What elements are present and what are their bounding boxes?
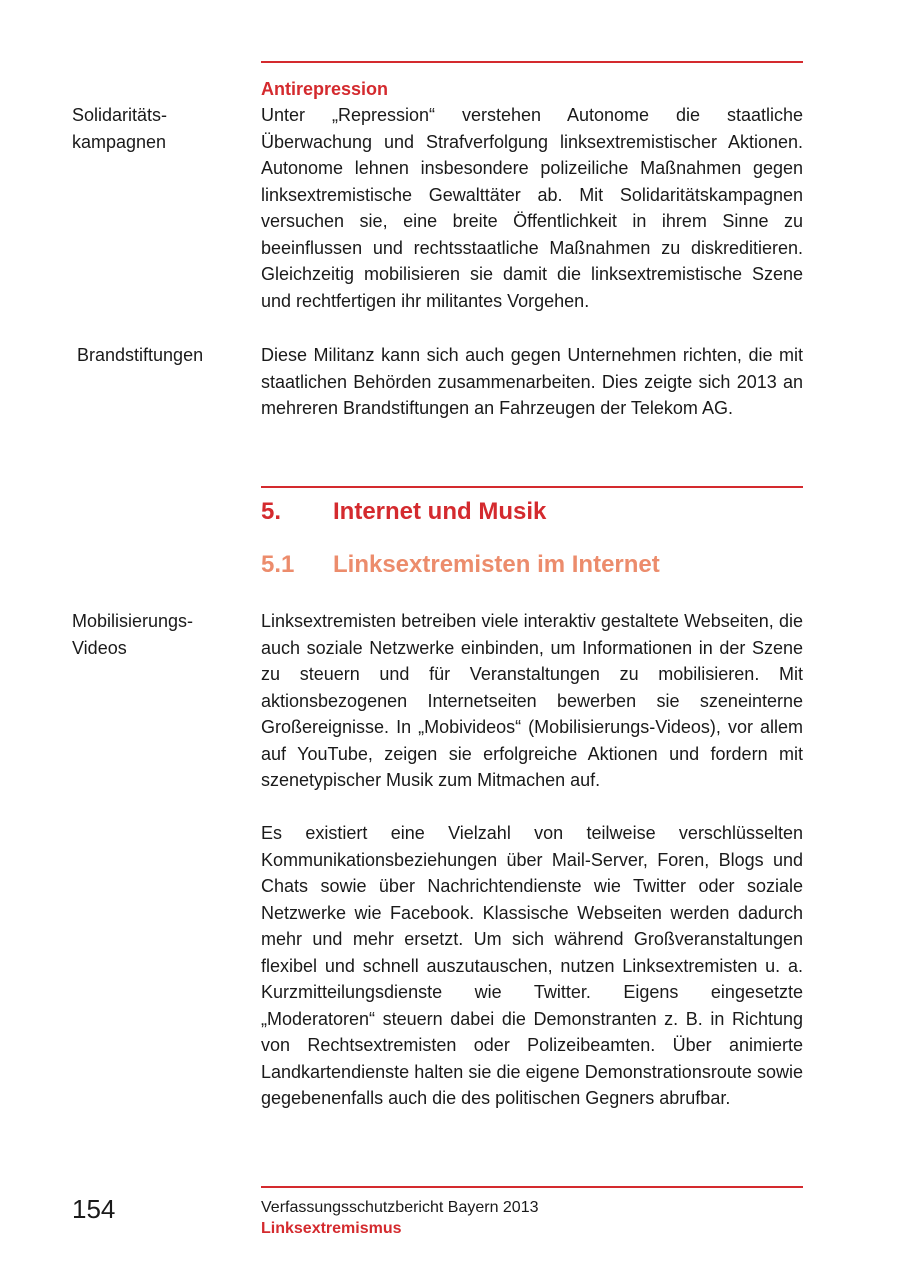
footer-section: Linksextremismus [261, 1220, 402, 1237]
margin-note-mobilisierungs-videos [72, 608, 242, 661]
paragraph-mobilisierung: Linksextremisten betreiben viele interaktiv gestaltete Webseiten, die auch soziale Netzwerke einbinden, um Informationen in der Szene zu steuern und für Veranstaltungen zu mobilisieren. Mit aktionsbezogenen Internetseiten bewerben sie szeneinterne Großereignisse. In „Mobivideos“ (Mobilisierungs-Videos), vor allem auf YouTube, zeigen sie erfolgreiche Aktionen und fordern mit szenetypischer Musik zum Mitmachen auf. [261, 611, 803, 790]
margin-note-line: kampagnen [72, 131, 167, 152]
chapter-title: Internet und Musik [333, 498, 547, 525]
margin-note-solidaritaetskampagnen [72, 102, 242, 155]
margin-note-line: Videos [72, 637, 127, 658]
paragraph-antirepression: Unter „Repression“ verstehen Autonome die staatliche Überwachung und Strafverfolgung linksextremistischer Aktionen. Autonome lehnen insbesondere polizeiliche Maßnahmen gegen linksextremistische Gewalttäter ab. Mit Solidaritätskampagnen versuchen sie, eine breite Öffentlichkeit in ihrem Sinne zu beeinflussen und rechtsstaatliche Maßnahmen zu diskreditieren. Gleichzeitig mobilisieren sie damit die linksextremistische Szene und rechtfertigen ihr militantes Vorgehen. [261, 105, 803, 311]
page-number: 154 [72, 1194, 116, 1224]
section-heading-antirepression: Antirepression [261, 79, 389, 99]
subchapter-number: 5.1 [261, 551, 295, 578]
margin-note-brandstiftungen: Brandstiftungen [77, 345, 204, 365]
paragraph-kommunikation: Es existiert eine Vielzahl von teilweise verschlüsselten Kommunikationsbeziehungen über Mail-Server, Foren, Blogs und Chats sowie über Nachrichtendienste wie Twitter oder soziale Netzwerke wie Facebook. Klassische Webseiten werden dadurch mehr und mehr ersetzt. Um sich während Großveranstaltungen flexibel und schnell auszutauschen, nutzen Linksextremisten u. a. Kurzmitteilungsdienste wie Twitter. Eigens eingesetzte „Moderatoren“ steuern dabei die Demonstranten z. B. in Richtung von Rechtsextremisten oder Polizeibeamten. Über animierte Landkartendienste halten sie die eigene Demonstrationsroute sowie gegebenenfalls auch die des politischen Gegners abrufbar. [261, 823, 803, 1108]
footer-divider [261, 1186, 803, 1188]
chapter-number: 5. [261, 498, 282, 525]
chapter-divider [261, 486, 803, 488]
margin-note-line: Solidaritäts- [72, 105, 168, 125]
margin-note-line: Mobilisierungs- [72, 611, 194, 631]
subchapter-title: Linksextremisten im Internet [333, 551, 660, 578]
footer-publication: Verfassungsschutzbericht Bayern 2013 [261, 1199, 539, 1216]
paragraph-brandstiftungen: Diese Militanz kann sich auch gegen Unternehmen richten, die mit staatlichen Behörden zusammenarbeiten. Dies zeigte sich 2013 an mehreren Brandstiftungen an Fahrzeugen der Telekom AG. [261, 345, 803, 418]
top-divider [261, 61, 803, 63]
